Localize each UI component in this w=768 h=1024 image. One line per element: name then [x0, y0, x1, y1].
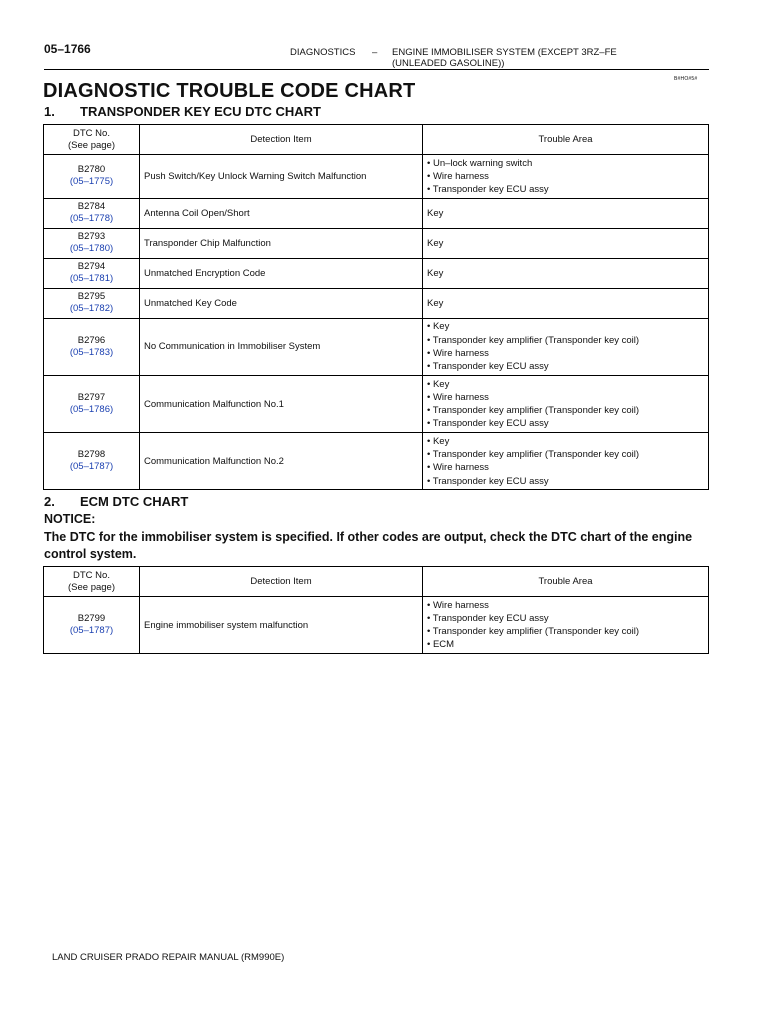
- trouble-area-item: • Transponder key ECU assy: [427, 184, 549, 196]
- table-header-row: [44, 125, 709, 155]
- detection-item-cell: Unmatched Encryption Code: [140, 258, 423, 288]
- trouble-area-item: Key: [427, 207, 444, 219]
- see-page-link[interactable]: (05–1787): [69, 625, 114, 637]
- trouble-area-item: • Key: [427, 435, 450, 447]
- detection-item-cell: Engine immobiliser system malfunction: [140, 597, 423, 654]
- detection-header-cell: Detection Item: [140, 125, 423, 155]
- notice-text: The DTC for the immobiliser system is specified. If other codes are output, check the DTC chart of the engine control system.: [44, 530, 693, 561]
- table-row: [44, 228, 709, 258]
- see-page-link[interactable]: (05–1783): [69, 346, 114, 358]
- trouble-area-item: Key: [427, 237, 444, 249]
- table-row: [44, 198, 709, 228]
- section-title: TRANSPONDER KEY ECU DTC CHART: [80, 104, 321, 119]
- detection-item-cell: Push Switch/Key Unlock Warning Switch Malfunction: [140, 155, 423, 199]
- dtc-code: B2797: [77, 392, 106, 404]
- see-page-link[interactable]: (05–1786): [69, 404, 114, 416]
- table-row: [44, 376, 709, 433]
- section-heading-ecm: [44, 494, 188, 509]
- detection-item-cell: Communication Malfunction No.1: [140, 376, 423, 433]
- trouble-area-item: • Wire harness: [427, 391, 489, 403]
- dtc-header-label: DTC No.: [73, 569, 110, 581]
- trouble-area-item: • Transponder key amplifier (Transponder key coil): [427, 405, 640, 417]
- dtc-cell: [44, 258, 140, 288]
- dtc-header-label: DTC No.: [73, 127, 110, 139]
- dtc-cell: [44, 433, 140, 490]
- section-heading-transponder: [44, 104, 321, 119]
- section-number: 2.: [44, 494, 55, 509]
- dtc-code: B2794: [77, 261, 106, 273]
- header-title: [392, 47, 617, 69]
- trouble-area-item: • Transponder key ECU assy: [427, 612, 549, 624]
- trouble-area-item: Key: [427, 297, 444, 309]
- detection-item-cell: Unmatched Key Code: [140, 288, 423, 318]
- trouble-area-item: • Wire harness: [427, 170, 489, 182]
- trouble-area-item: • Un–lock warning switch: [427, 157, 533, 169]
- header-separator: –: [372, 47, 378, 58]
- transponder-dtc-table: [43, 124, 709, 490]
- detection-item-cell: Communication Malfunction No.2: [140, 433, 423, 490]
- table-row: [44, 258, 709, 288]
- trouble-header-cell: Trouble Area: [423, 125, 709, 155]
- dtc-cell: [44, 228, 140, 258]
- trouble-area-item: • Key: [427, 321, 450, 333]
- table-row: [44, 288, 709, 318]
- trouble-area-item: Key: [427, 267, 444, 279]
- table-header-row: [44, 567, 709, 597]
- header-rule: [44, 69, 709, 70]
- section-number: 1.: [44, 104, 55, 119]
- see-page-link[interactable]: (05–1781): [69, 273, 114, 285]
- table-row: [44, 597, 709, 654]
- see-page-link[interactable]: (05–1775): [69, 176, 114, 188]
- notice-label: NOTICE:: [44, 512, 96, 526]
- trouble-area-cell: [423, 258, 709, 288]
- dtc-code: B2784: [77, 201, 106, 213]
- trouble-area-cell: [423, 228, 709, 258]
- dtc-header-cell: [44, 125, 140, 155]
- trouble-area-item: • Wire harness: [427, 599, 489, 611]
- trouble-area-cell: [423, 155, 709, 199]
- trouble-area-cell: [423, 376, 709, 433]
- detection-header-cell: Detection Item: [140, 567, 423, 597]
- see-page-link[interactable]: (05–1787): [69, 461, 114, 473]
- header-category: DIAGNOSTICS: [290, 47, 356, 58]
- page-title: DIAGNOSTIC TROUBLE CODE CHART: [43, 80, 416, 102]
- see-page-link[interactable]: (05–1782): [69, 303, 114, 315]
- trouble-area-cell: [423, 288, 709, 318]
- trouble-area-item: • Wire harness: [427, 347, 489, 359]
- footer-manual-title: LAND CRUISER PRADO REPAIR MANUAL (RM990E): [52, 952, 285, 963]
- trouble-area-cell: [423, 318, 709, 375]
- dtc-code: B2796: [77, 334, 106, 346]
- table-row: [44, 155, 709, 199]
- section-title: ECM DTC CHART: [80, 494, 189, 509]
- trouble-area-item: • Wire harness: [427, 462, 489, 474]
- page-number: 05–1766: [44, 42, 91, 56]
- trouble-area-item: • Transponder key ECU assy: [427, 418, 549, 430]
- trouble-area-item: • Transponder key ECU assy: [427, 361, 549, 373]
- dtc-code: B2795: [77, 291, 106, 303]
- see-page-link[interactable]: (05–1780): [69, 243, 114, 255]
- dtc-code: B2798: [77, 449, 106, 461]
- dtc-cell: [44, 155, 140, 199]
- trouble-area-cell: [423, 433, 709, 490]
- dtc-code: B2793: [77, 231, 106, 243]
- dtc-cell: [44, 376, 140, 433]
- trouble-area-item: • Transponder key amplifier (Transponder key coil): [427, 334, 640, 346]
- dtc-code: B2799: [77, 613, 106, 625]
- see-page-link[interactable]: (05–1778): [69, 213, 114, 225]
- see-page-header-label: (See page): [67, 581, 115, 593]
- dtc-cell: [44, 597, 140, 654]
- dtc-header-cell: [44, 567, 140, 597]
- document-code: B#HO#5#: [674, 76, 698, 82]
- header-title-line2: (UNLEADED GASOLINE)): [392, 58, 505, 69]
- trouble-area-cell: [423, 597, 709, 654]
- trouble-area-item: • Transponder key amplifier (Transponder key coil): [427, 626, 640, 638]
- trouble-header-cell: Trouble Area: [423, 567, 709, 597]
- header-title-line1: ENGINE IMMOBILISER SYSTEM (EXCEPT 3RZ–FE: [392, 47, 617, 58]
- trouble-area-cell: [423, 198, 709, 228]
- trouble-area-item: • Transponder key amplifier (Transponder key coil): [427, 449, 640, 461]
- dtc-cell: [44, 318, 140, 375]
- dtc-cell: [44, 288, 140, 318]
- trouble-area-item: • Key: [427, 378, 450, 390]
- trouble-area-item: • ECM: [427, 639, 455, 651]
- detection-item-cell: Transponder Chip Malfunction: [140, 228, 423, 258]
- dtc-code: B2780: [77, 164, 106, 176]
- detection-item-cell: No Communication in Immobiliser System: [140, 318, 423, 375]
- table-row: [44, 318, 709, 375]
- table-row: [44, 433, 709, 490]
- trouble-area-item: • Transponder key ECU assy: [427, 475, 549, 487]
- dtc-cell: [44, 198, 140, 228]
- ecm-dtc-table: [43, 566, 709, 654]
- see-page-header-label: (See page): [67, 139, 115, 151]
- detection-item-cell: Antenna Coil Open/Short: [140, 198, 423, 228]
